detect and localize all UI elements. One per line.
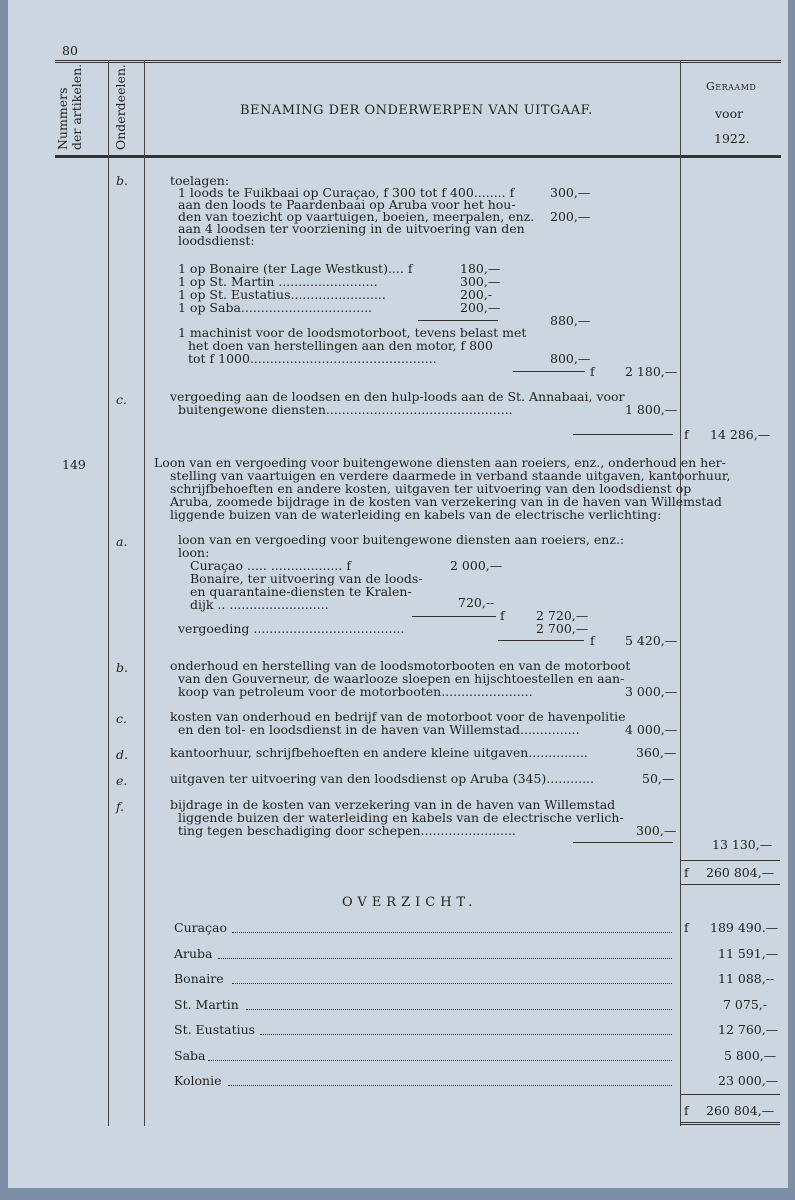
d2-line-0: kantoorhuur, schrijfbehoeften en andere kleine uitgaven............... [170,745,588,760]
b1-line-12: tot f 1000............................................... [188,351,437,366]
ov-row-5-leader [208,1060,672,1061]
page-number: 80 [62,43,78,58]
ov-row-6-leader [228,1085,672,1086]
label-d2: d. [116,747,128,762]
ov-row-6-name: Kolonie [174,1073,222,1088]
a149-line-4: liggende buizen van de waterleiding en kabels van de electrische verlichting: [170,507,662,522]
a2-amt-curacao: 2 000,— [450,558,503,573]
a2-amt-loon-total: 2 720,— [536,608,589,623]
ov-row-0-leader [232,932,672,933]
a149-line-0: Loon van en vergoeding voor buitengewone diensten aan roeiers, enz., onderhoud en her- [154,455,726,470]
a2-line-7: vergoeding ...................................... [178,621,405,636]
header-top-rule [55,60,781,63]
a2-total-rule [498,640,584,641]
a2-line-1: loon: [178,545,210,560]
label-b1: b. [116,173,128,188]
b1-line-5: loodsdienst: [178,233,255,248]
b2-line-0: onderhoud en herstelling van de loodsmotorbooten en van de motorboot [170,658,631,673]
b1-subtotal-rule [418,320,498,321]
ov-row-3-leader [246,1009,672,1010]
b1-line-3: den van toezicht op vaartuigen, boeien, meerpalen, enz. [178,209,535,224]
a2-line-4: en quarantaine-diensten te Kralen- [190,584,412,599]
b1-line-9: 1 op Saba................................. [178,300,373,315]
b2-amount: 3 000,— [625,684,678,699]
ov-total-amount: 260 804,— [706,1103,775,1118]
b1-line-8: 1 op St. Eustatius........................ [178,287,386,302]
ov-row-0-currency: f [684,920,689,935]
article-number-149: 149 [62,457,86,472]
f2-line-1: liggende buizen der waterleiding en kabels van de electrische verlich- [178,810,624,825]
ov-row-4-leader [260,1034,672,1035]
ov-row-2-leader [232,983,672,984]
f2-amount: 300,— [636,823,677,838]
c1-line-1: buitengewone diensten............................................... [178,402,513,417]
grand-total-currency: f [684,865,689,880]
ov-total-bottom-rule [680,1122,780,1125]
b1-amt-stmartin: 300,— [460,274,501,289]
a149-line-3: Aruba, zoomede bijdrage in de kosten van verzekering van in de haven van Willemstad [170,494,722,509]
f2-article-total: 13 130,— [712,837,773,852]
ov-row-5-amount: 5 800,— [724,1048,777,1063]
b1-total-rule [513,371,585,372]
col-divider-3 [680,60,681,1126]
b1-amt-fuikbaai: 300,— [550,185,591,200]
a149-line-2: schrijfbehoeften en andere kosten, uitgaven ter uitvoering van den loodsdienst op [170,481,692,496]
b1-line-7: 1 op St. Martin ......................... [178,274,378,289]
ov-row-2-name: Bonaire [174,971,224,986]
a2-amt-total: 5 420,— [625,633,678,648]
ov-row-0-name: Curaçao [174,920,228,935]
a2-loon-f: f [500,608,505,623]
header-voor: voor [715,106,744,121]
ov-row-5-name: Saba [174,1048,206,1063]
a2-total-f: f [590,633,595,648]
b1-line-2: aan den loods te Paardenbaai op Aruba voor het hou- [178,197,516,212]
label-f2: f. [116,799,125,814]
b1-amt-machinist: 800,— [550,351,591,366]
ov-row-1-amount: 11 591,— [718,946,779,961]
f2-rule [573,842,673,843]
d2-amount: 360,— [636,745,677,760]
header-geraamd: Geraamd [706,80,757,93]
b2-line-1: van den Gouverneur, de waarlooze sloepen en hijschtoestellen en aan- [178,671,625,686]
c1-line-0: vergoeding aan de loodsen en den hulp-loods aan de St. Annabaai, voor [170,389,625,404]
label-c1: c. [116,392,127,407]
f2-line-2: ting tegen beschadiging door schepen........................ [178,823,516,838]
a2-line-2: Curaçao ..... .................. f [190,558,351,573]
a2-amt-kralendijk: 720,-- [458,595,495,610]
grand-total-amount: 260 804,— [706,865,775,880]
ov-row-6-amount: 23 000,— [718,1073,779,1088]
b1-amt-total: 2 180,— [625,364,678,379]
a2-line-5: dijk .. ......................... [190,597,329,612]
a2-line-0: loon van en vergoeding voor buitengewone diensten aan roeiers, enz.: [178,532,625,547]
c1-article-total: 14 286,— [710,427,771,442]
ov-total-currency: f [684,1103,689,1118]
a149-line-1: stelling van vaartuigen en verdere daarmede in verband staande uitgaven, kantoorhuur, [170,468,731,483]
page-sheet [8,0,788,1188]
ov-row-1-name: Aruba [174,946,213,961]
a2-amt-vergoeding: 2 700,— [536,621,589,636]
e2-line-0: uitgaven ter uitvoering van den loodsdienst op Aruba (345)............ [170,771,594,786]
ov-row-0-amount: 189 490.— [710,920,779,935]
c1-article-currency: f [684,427,689,442]
ov-total-top-rule [680,1094,780,1095]
label-a2: a. [116,534,128,549]
b1-line-0: toelagen: [170,173,230,188]
label-e2: e. [116,773,128,788]
b1-f: f [590,364,595,379]
header-year: 1922. [714,131,750,146]
a2-loon-rule [412,616,496,617]
b1-amt-subtotal: 880,— [550,313,591,328]
f2-line-0: bijdrage in de kosten van verzekering van in de haven van Willemstad [170,797,616,812]
ov-row-2-amount: 11 088,-- [718,971,775,986]
b1-amt-bonaire: 180,— [460,261,501,276]
b2-line-2: koop van petroleum voor de motorbooten....................... [178,684,533,699]
grand-total-top-rule [680,860,780,861]
e2-amount: 50,— [642,771,675,786]
c2-amount: 4 000,— [625,722,678,737]
c2-line-0: kosten van onderhoud en bedrijf van de motorboot voor de havenpolitie [170,709,626,724]
c1-amount: 1 800,— [625,402,678,417]
header-title: BENAMING DER ONDERWERPEN VAN UITGAAF. [240,103,593,118]
col-divider-1 [108,60,109,1126]
label-b2: b. [116,660,128,675]
ov-row-4-name: St. Eustatius [174,1022,256,1037]
b1-amt-steustatius: 200,- [460,287,493,302]
b1-amt-saba: 200,— [460,300,501,315]
b1-amt-paardenbaai: 200,— [550,209,591,224]
b1-line-6: 1 op Bonaire (ter Lage Westkust).... f [178,261,413,276]
label-c2: c. [116,711,127,726]
b1-line-10: 1 machinist voor de loodsmotorboot, tevens belast met [178,325,527,340]
b1-line-4: aan 4 loodsen ter voorziening in de uitvoering van den [178,221,525,236]
ov-row-3-amount: 7 075,- [723,997,767,1012]
grand-total-bottom-rule [680,884,780,885]
ov-row-1-leader [218,958,672,959]
b1-line-11: het doen van herstellingen aan den motor, f 800 [188,338,493,353]
c2-line-1: en den tol- en loodsdienst in de haven van Willemstad............... [178,722,580,737]
ov-row-4-amount: 12 760,— [718,1022,779,1037]
b1-line-1: 1 loods te Fuikbaai op Curaçao, f 300 tot f 400........ f [178,185,515,200]
a2-line-3: Bonaire, ter uitvoering van de loods- [190,571,423,586]
overzicht-title: OVERZICHT. [342,895,478,910]
header-nummers: Nummers der artikelen. [55,63,84,150]
header-bottom-rule [55,155,781,158]
col-divider-2 [144,60,145,1126]
c1-rule [573,434,673,435]
header-onderdeelen: Onderdeelen. [113,64,128,150]
ov-row-3-name: St. Martin [174,997,239,1012]
